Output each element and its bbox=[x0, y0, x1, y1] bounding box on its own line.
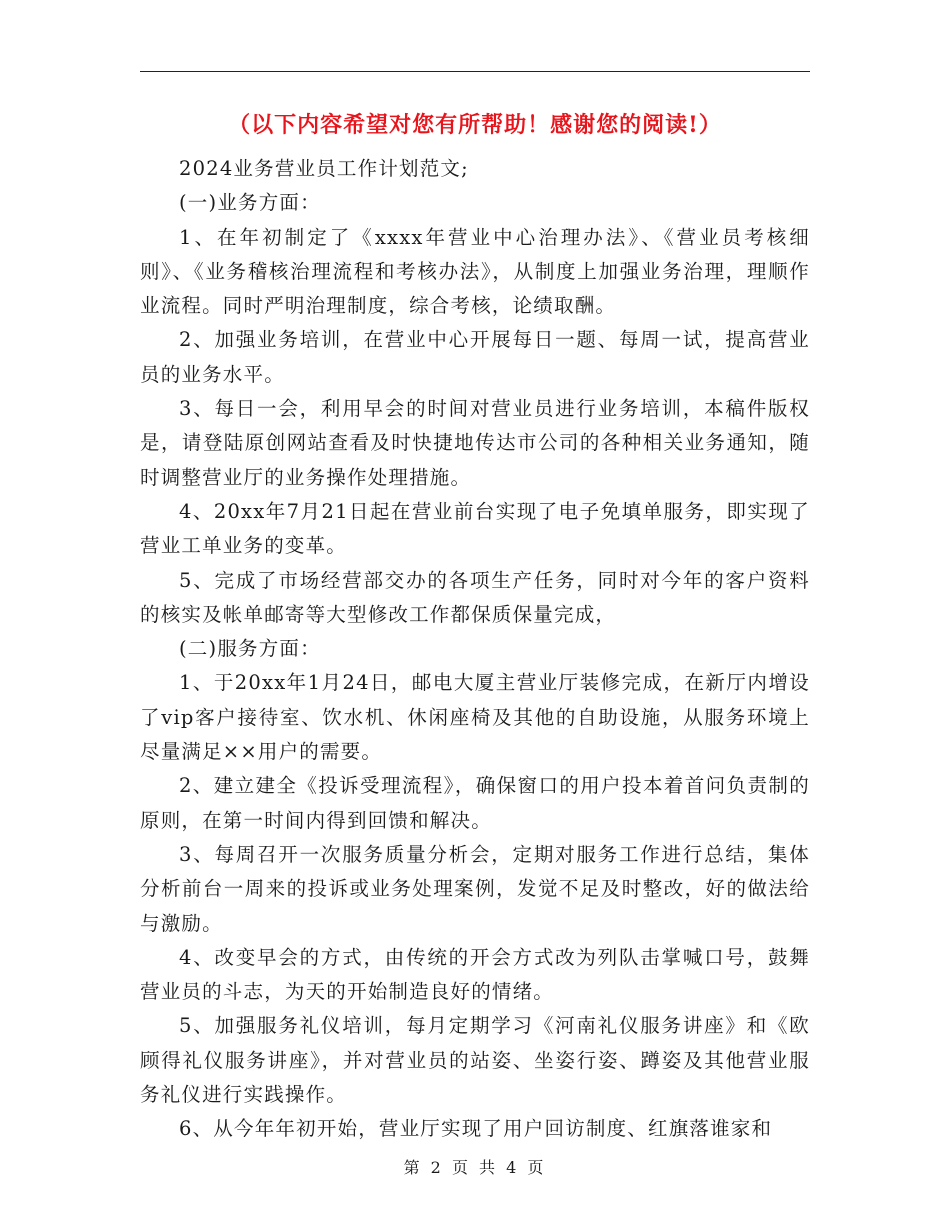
header-rule bbox=[140, 71, 810, 72]
paragraph: 4、改变早会的方式，由传统的开会方式改为列队击掌喊口号，鼓舞营业员的斗志，为天的开始制造良好的情绪。 bbox=[140, 945, 810, 1004]
paragraph: 3、每日一会，利用早会的时间对营业员进行业务培训，本稿件版权是，请登陆原创网站查看及时快捷地传达市公司的各种相关业务通知，随时调整营业厅的业务操作处理措施。 bbox=[140, 397, 810, 489]
paragraph: 1、于20xx年1月24日，邮电大厦主营业厅装修完成，在新厅内增设了vip客户接待室、饮水机、休闲座椅及其他的自助设施，从服务环境上尽量满足××用户的需要。 bbox=[140, 671, 810, 764]
page-number-footer: 第 2 页 共 4 页 bbox=[403, 1158, 547, 1177]
section-heading-service: (二)服务方面： bbox=[179, 637, 321, 661]
paragraph: 6、从今年年初开始，营业厅实现了用户回访制度、红旗落谁家和 bbox=[179, 1117, 773, 1141]
doc-title: 2024业务营业员工作计划范文; bbox=[179, 157, 469, 180]
paragraph: 2、加强业务培训，在营业中心开展每日一题、每周一试，提高营业员的业务水平。 bbox=[140, 328, 810, 386]
paragraph: 4、20xx年7月21日起在营业前台实现了电子免填单服务，即实现了营业工单业务的变革。 bbox=[140, 499, 810, 558]
paragraph: 5、加强服务礼仪培训，每月定期学习《河南礼仪服务讲座》和《欧顾得礼仪服务讲座》，并对营业员的站姿、坐姿行姿、蹲姿及其他营业服务礼仪进行实践操作。 bbox=[140, 1014, 810, 1107]
thanks-banner: （以下内容希望对您有所帮助！感谢您的阅读!） bbox=[228, 112, 722, 138]
paragraph: 1、在年初制定了《xxxx年营业中心治理办法》、《营业员考核细则》、《业务稽核治理流程和考核办法》，从制度上加强业务治理，理顺作业流程。同时严明治理制度，综合考核，论绩取酬。 bbox=[140, 225, 810, 318]
paragraph: 5、完成了市场经营部交办的各项生产任务，同时对今年的客户资料的核实及帐单邮寄等大型修改工作都保质保量完成， bbox=[140, 568, 810, 626]
section-heading-business: (一)业务方面： bbox=[179, 191, 321, 215]
paragraph: 2、建立建全《投诉受理流程》，确保窗口的用户投本着首问负责制的原则，在第一时间内得到回馈和解决。 bbox=[140, 774, 810, 832]
document-body bbox=[140, 152, 810, 1147]
paragraph: 3、每周召开一次服务质量分析会，定期对服务工作进行总结，集体分析前台一周来的投诉或业务处理案例，发觉不足及时整改，好的做法给与激励。 bbox=[140, 842, 810, 935]
